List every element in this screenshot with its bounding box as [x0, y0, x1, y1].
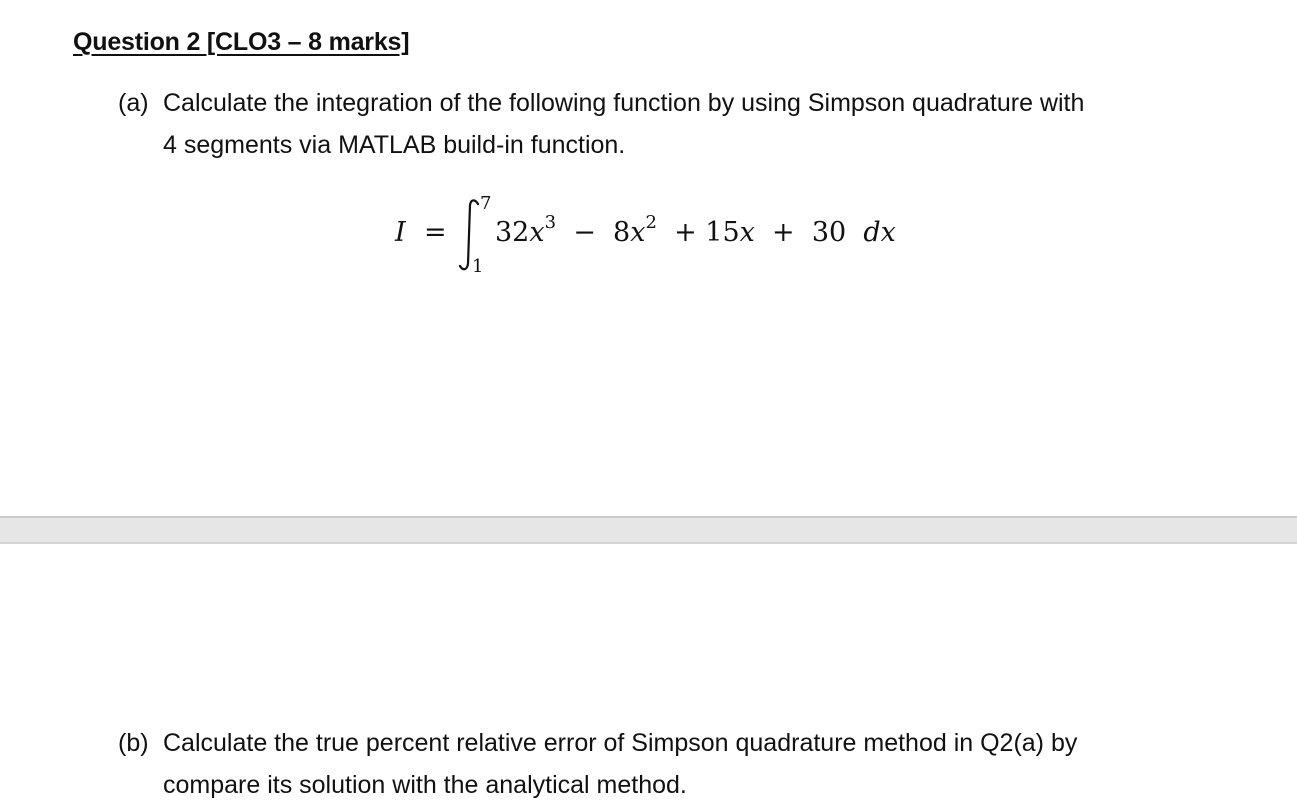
integrand	[495, 212, 896, 248]
term2-coefficient: 8	[613, 217, 631, 248]
part-b-label: (b)	[118, 729, 149, 757]
part-b-line-1: Calculate the true percent relative error of Simpson quadrature method in Q2(a) by	[163, 729, 1078, 757]
term1-coefficient: 32	[495, 217, 530, 248]
part-a-line-2: 4 segments via MATLAB build-in function.	[163, 131, 626, 159]
integral-upper-limit: 7	[480, 193, 492, 214]
part-b-line-2: compare its solution with the analytical method.	[163, 771, 687, 799]
part-a	[118, 82, 1218, 166]
constant-term: 30	[811, 217, 847, 248]
part-b	[118, 722, 1218, 806]
integral-lower-limit: 1	[472, 256, 484, 277]
equation-variable: I	[395, 217, 406, 248]
page-separator	[0, 516, 1297, 544]
operator-3: +	[772, 217, 795, 248]
term2-variable: x	[630, 217, 646, 248]
differential: dx	[863, 217, 896, 248]
operator-1: −	[573, 217, 596, 248]
term3-variable: x	[739, 217, 755, 248]
part-a-label: (a)	[118, 89, 149, 117]
operator-2: +	[674, 217, 697, 248]
integral-equation	[392, 190, 912, 280]
term1-variable: x	[529, 217, 545, 248]
term3-coefficient: 15	[705, 217, 740, 248]
part-a-line-1: Calculate the integration of the following function by using Simpson quadrature with	[163, 89, 1085, 117]
equation-equals: =	[424, 217, 447, 248]
term1-exponent: 3	[544, 212, 557, 233]
term2-exponent: 2	[645, 212, 657, 233]
question-heading: Question 2 [CLO3 – 8 marks]	[73, 28, 410, 56]
